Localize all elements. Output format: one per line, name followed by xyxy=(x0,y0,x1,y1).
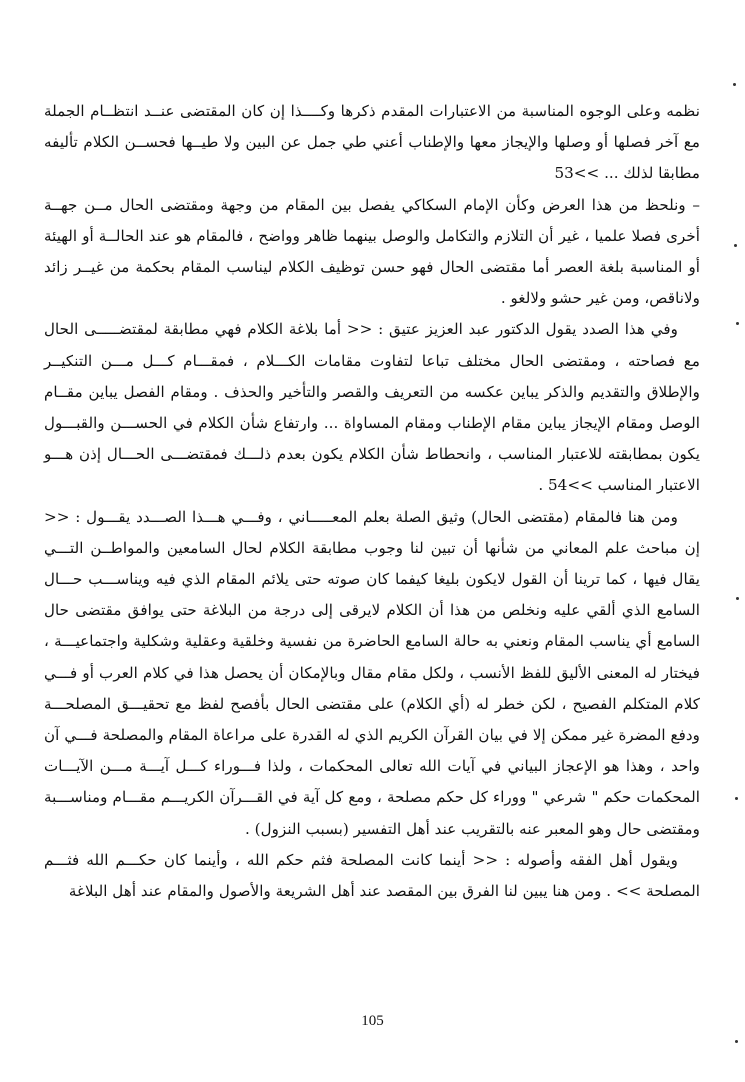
scan-speck xyxy=(736,322,739,325)
scan-speck xyxy=(735,797,738,800)
scan-speck xyxy=(735,1040,738,1043)
paragraph-4: ومن هنا فالمقام (مقتضى الحال) وثيق الصلة بعلم المعـــــاني ، وفـــي هـــذا الصـــدد يقـــول : << إن مباحث علم المعاني من شأنها أن تبين لنا وجوب مطابقة الكلام لحال السامعين والمواطــن التـــي يقال فيها ، كما ترينا أن القول لايكون بليغا كيفما كان صوته حتى يلائم المقام الذي فيه ويناســـب حـــال السامع الذي ألقي عليه ونخلص من هذا أن الكلام لايرقى إلى درجة من البلاغة حتى يوافق مقتضى حال السامع أي يناسب المقام ونعني به حالة السامع الحاضرة من نفسية وخلقية وعقلية وشكلية واجتماعيـــة ، فيختار له المعنى الأليق للفظ الأنسب ، ولكل مقام مقال وبالإمكان أن يحصل هذا في كلام العرب أو فـــي كلام المتكلم الفصيح ، لكن خطر له (أي الكلام) على مقتضى الحال بأفصح لفظ مع تحقيـــق المصلحـــة ودفع المضرة غير ممكن إلا في بيان القرآن الكريم الذي له القدرة على مراعاة المقام والمصلحة فـــي آن واحد ، وهذا هو الإعجاز البياني في آيات الله تعالى المحكمات ، ولذا فـــوراء كـــل آيـــة مـــن الآيـــات المحكمات حكم " شرعي " ووراء كل حكم مصلحة ، ومع كل آية في القـــرآن الكريـــم مقـــام ومناســـبة ومقتضى حال وهو المعبر عنه بالتقريب عند أهل التفسير (بسبب النزول) . xyxy=(44,507,700,838)
scan-speck xyxy=(736,597,739,600)
body-text xyxy=(44,96,700,907)
paragraph-3: وفي هذا الصدد يقول الدكتور عبد العزيز عتيق : << أما بلاغة الكلام فهي مطابقة لمقتضـــــى الحال مع فصاحته ، ومقتضى الحال مختلف تباعا لتفاوت مقامات الكـــلام ، فمقـــام كـــل مـــن التنكيــر والإطلاق والتقديم والذكر يباين عكسه من التعريف والقصر والتأخير والحذف . ومقام الفصل يباين مقــام الوصل ومقام الإيجاز يباين مقام الإطناب ومقام المساواة ... وارتفاع شأن الكلام في الحســـن والقبـــول يكون بمطابقته للاعتبار المناسب ، وانحطاط شأن الكلام يكون بعدم ذلـــك فمقتضـــى الحـــال إذن هـــو الاعتبار المناسب >>54 . xyxy=(44,320,700,495)
page-number: 105 xyxy=(361,1013,384,1029)
paragraph-2: – ونلحظ من هذا العرض وكأن الإمام السكاكي يفصل بين المقام من وجهة ومقتضى الحال مــن جهــة أخرى فصلا علميا ، غير أن التلازم والتكامل والوصل بينهما ظاهر وواضح ، فالمقام هو عند الحالــة أو الهيئة أو المناسبة بلغة العصر أما مقتضى الحال فهو حسن توظيف الكلام ليناسب المقام بحكمة من غيــر زائد ولاناقص، ومن غير حشو ولالغو . xyxy=(44,195,700,308)
scan-speck xyxy=(734,244,737,247)
paragraph-5: ويقول أهل الفقه وأصوله : << أينما كانت المصلحة فثم حكم الله ، وأينما كان حكـــم الله فثـــم المصلحة >> . ومن هنا يبين لنا الفرق بين المقصد عند أهل الشريعة والأصول والمقام عند أهل البلاغة xyxy=(44,850,700,901)
scan-speck xyxy=(733,83,736,86)
paragraph-1: نظمه وعلى الوجوه المناسبة من الاعتبارات المقدم ذكرها وكــــذا إن كان المقتضى عنــد انتظــام الجملة مع آخر فصلها أو وصلها والإيجاز معها والإطناب أعني طي جمل عن البين ولا طيــها فحســن الكلام تأليفه مطابقا لذلك ... >>53 xyxy=(44,102,700,183)
